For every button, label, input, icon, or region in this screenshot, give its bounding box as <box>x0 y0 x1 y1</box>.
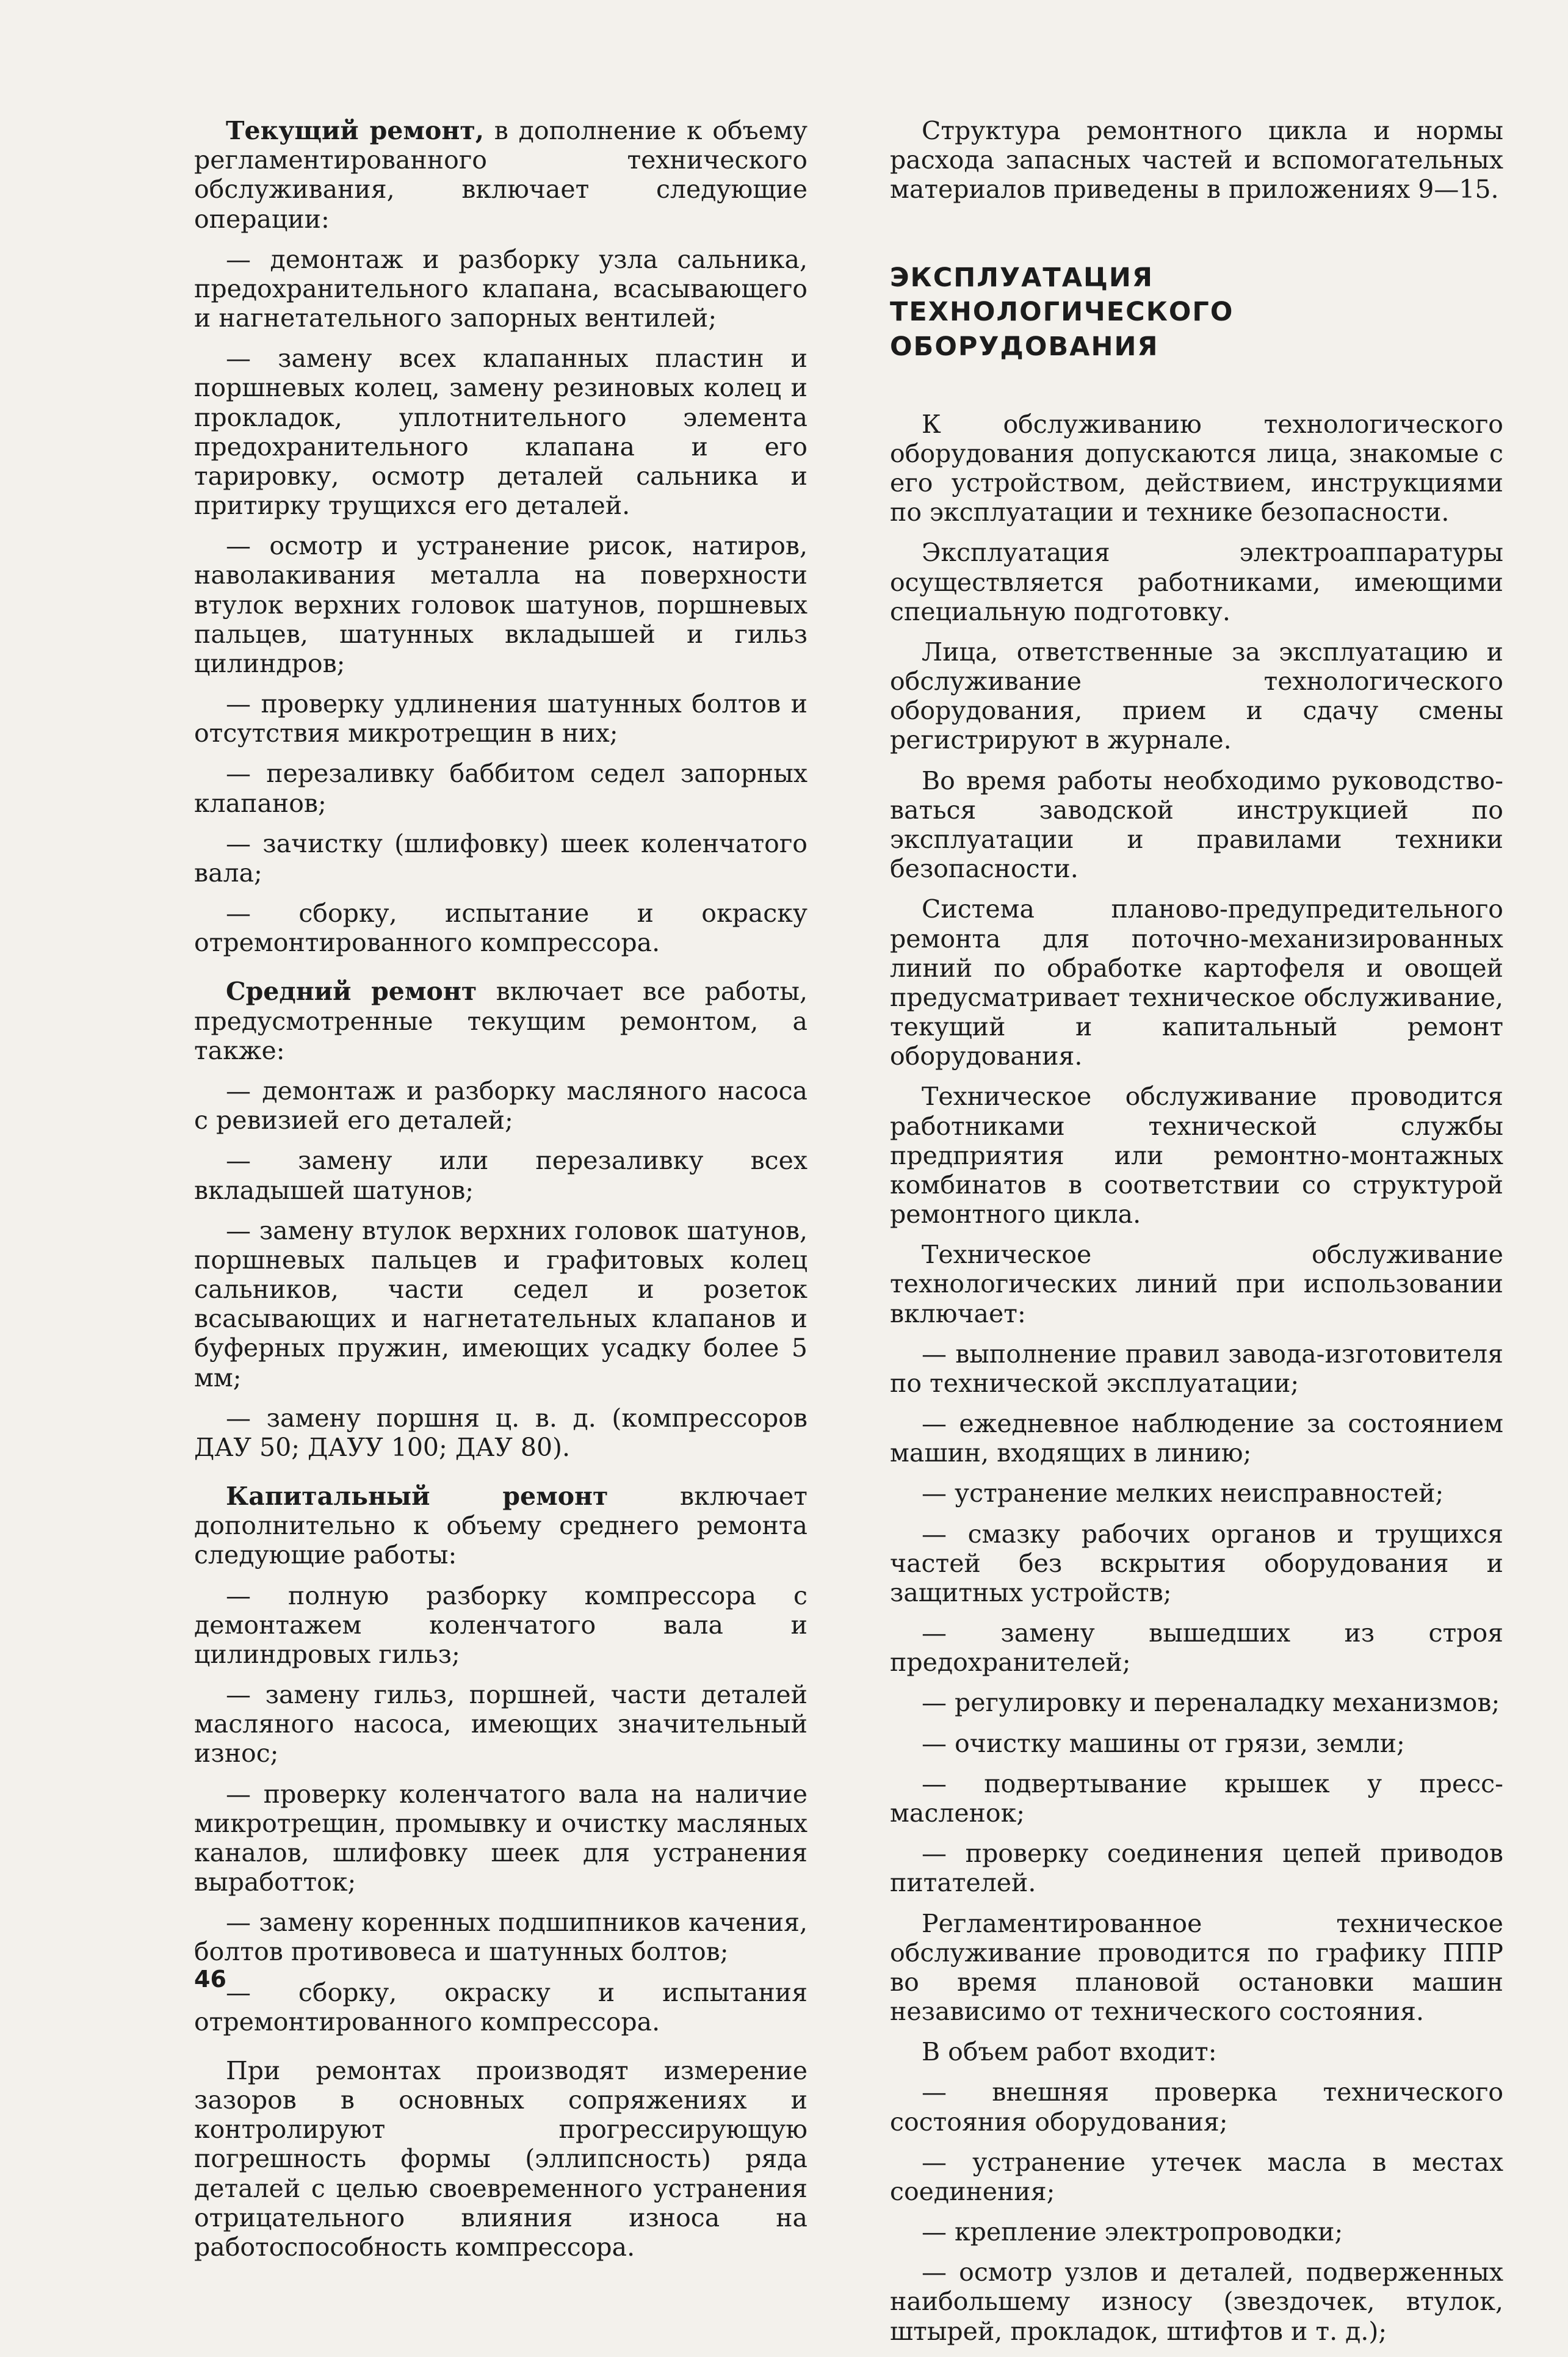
list-item: — крепление электропроводки; <box>922 2217 1343 2247</box>
operation-paragraphs <box>890 410 1503 2346</box>
list-item: Техническое обслуживание технологических линий при использовании включает: <box>890 1240 1503 1328</box>
list-item: — выполнение правил завода-изготовителя по технической эксплуатации; <box>890 1339 1503 1398</box>
page-number: 46 <box>194 1966 226 1993</box>
list-item: — проверку соединения цепей приводов питателей. <box>890 1839 1503 1898</box>
list-item: Регламентированное техническое обслуживание проводится по графику ППР во время плановой остановки машин независимо от технического состояния. <box>890 1908 1503 2027</box>
list-item: — регулировку и переналадку механизмов; <box>922 1688 1500 1718</box>
section-heading: ЭКСПЛУАТАЦИЯ ТЕХНОЛОГИЧЕСКОГО ОБОРУДОВАНИЯ <box>890 262 1234 363</box>
list-item: — замену всех клапанных пластин и поршневых колец, замену резиновых колец и прокладок, уплотнительного элемента предохранительного клапана и его тарировку, осмотр деталей сальника и притирку трущихся его деталей. <box>194 344 807 521</box>
list-item: — ежедневное наблюдение за состоянием машин, входящих в линию; <box>890 1409 1503 1468</box>
closing-paragraph: При ремонтах производят измерение зазоров в основных сопряжениях и контролируют прогрессирующую погрешность формы (эллипсность) ряда деталей с целью своевременного устранения отрицательного влияния износа на работоспособность компрессора. <box>194 2055 807 2262</box>
list-item: К обслуживанию технологического оборудования допускаются лица, знакомые с его устройством, действием, инструкциями по эксплуатации и технике безопасности. <box>890 409 1503 527</box>
right-column <box>890 116 1503 2357</box>
list-item: — демонтаж и разборку масляного насоса с ревизией его деталей; <box>194 1076 807 1135</box>
list-item: — проверку коленчатого вала на наличие микротрещин, промывку и очистку масляных каналов, шлифовку шеек для устранения выработток; <box>194 1779 807 1897</box>
list-item: — демонтаж и разборку узла сальника, предохранительного клапана, всасывающего и нагнетательного запорных вентилей; <box>194 244 807 333</box>
current-repair-term: Текущий ремонт, <box>226 116 485 145</box>
list-item: — замену или перезаливку всех вкладышей шатунов; <box>194 1146 807 1205</box>
medium-repair-list <box>194 1076 807 1462</box>
appendix-note: Структура ремонтного цикла и нормы расхода запасных частей и вспомогательных материалов приведены в приложениях 9—15. <box>890 116 1503 205</box>
list-item: — замену коренных подшипников качения, болтов противовеса и шатунных болтов; <box>194 1908 807 1967</box>
capital-repair-list <box>194 1581 807 2037</box>
current-repair-list <box>194 245 807 958</box>
left-column <box>194 116 807 2273</box>
list-item: — устранение утечек масла в местах соединения; <box>890 2147 1503 2206</box>
list-item: — внешняя проверка технического состояния оборудования; <box>890 2077 1503 2137</box>
list-item: Техническое обслуживание проводится работниками технической службы предприятия или ремонтно-монтажных комбинатов в соответствии со структурой ремонтного цикла. <box>890 1082 1503 1229</box>
list-item: — полную разборку компрессора с демонтажем коленчатого вала и цилиндровых гильз; <box>194 1580 807 1669</box>
list-item: — замену втулок верхних головок шатунов, поршневых пальцев и графитовых колец сальников, части седел и розеток всасывающих и нагнетательных клапанов и буферных пружин, имеющих усадку более 5 мм; <box>194 1215 807 1392</box>
list-item: Система планово-предупредительного ремонта для поточно-механизированных линий по обработке картофеля и овощей предусматривает техническое обслуживание, текущий и капитальный ремонт оборудования. <box>890 894 1503 1071</box>
list-item: — подвертывание крышек у пресс-масленок; <box>890 1769 1503 1828</box>
list-item: В объем работ входит: <box>922 2037 1217 2067</box>
capital-repair-term: Капитальный ремонт <box>226 1482 609 1512</box>
list-item: — проверку удлинения шатунных болтов и отсутствия микротрещин в них; <box>194 689 807 748</box>
list-item: — устранение мелких неисправностей; <box>922 1479 1444 1508</box>
list-item: — замену поршня ц. в. д. (компрессоров ДАУ 50; ДАУУ 100; ДАУ 80). <box>194 1403 807 1462</box>
list-item: Эксплуатация электроаппаратуры осуществляется работниками, имеющими специальную подготовку. <box>890 538 1503 626</box>
capital-repair-intro: Капитальный ремонт включает дополнительно к объему среднего ремонта следующие работы: <box>194 1482 807 1570</box>
medium-repair-term: Средний ремонт <box>226 977 477 1007</box>
list-item: — осмотр и устранение рисок, натиров, наволакивания металла на поверхности втулок верхних головок шатунов, поршневых пальцев, шатунных вкладышей и гильз цилиндров; <box>194 531 807 678</box>
list-item: — сборку, окраску и испытания отремонтированного компрессора. <box>194 1977 807 2037</box>
medium-repair-intro: Средний ремонт включает все работы, предусмотренные текущим ремонтом, а также: <box>194 977 807 1065</box>
list-item: — перезаливку баббитом седел запорных клапанов; <box>194 759 807 818</box>
list-item: — зачистку (шлифовку) шеек коленчатого вала; <box>194 828 807 888</box>
list-item: — сборку, испытание и окраску отремонтированного компрессора. <box>194 899 807 958</box>
list-item: — очистку машины от грязи, земли; <box>922 1728 1405 1758</box>
list-item: — смазку рабочих органов и трущихся частей без вскрытия оборудования и защитных устройств; <box>890 1519 1503 1607</box>
current-repair-intro: Текущий ремонт, в дополнение к объему регламентированного технического обслуживания, включает следующие операции: <box>194 116 808 234</box>
list-item: — замену вышедших из строя предохранителей; <box>890 1618 1503 1678</box>
list-item: — осмотр узлов и деталей, подверженных наибольшему износу (звездочек, втулок, штырей, прокладок, штифтов и т. д.); <box>890 2257 1503 2346</box>
list-item: Лица, ответственные за эксплуатацию и обслуживание технологического оборудования, прием и сдачу смены регистрируют в журнале. <box>890 637 1503 755</box>
list-item: Во время работы необходимо руководствоваться заводской инструкцией по эксплуатации и правилами техники безопасности. <box>890 766 1503 884</box>
list-item: — замену гильз, поршней, части деталей масляного насоса, имеющих значительный износ; <box>194 1680 807 1769</box>
